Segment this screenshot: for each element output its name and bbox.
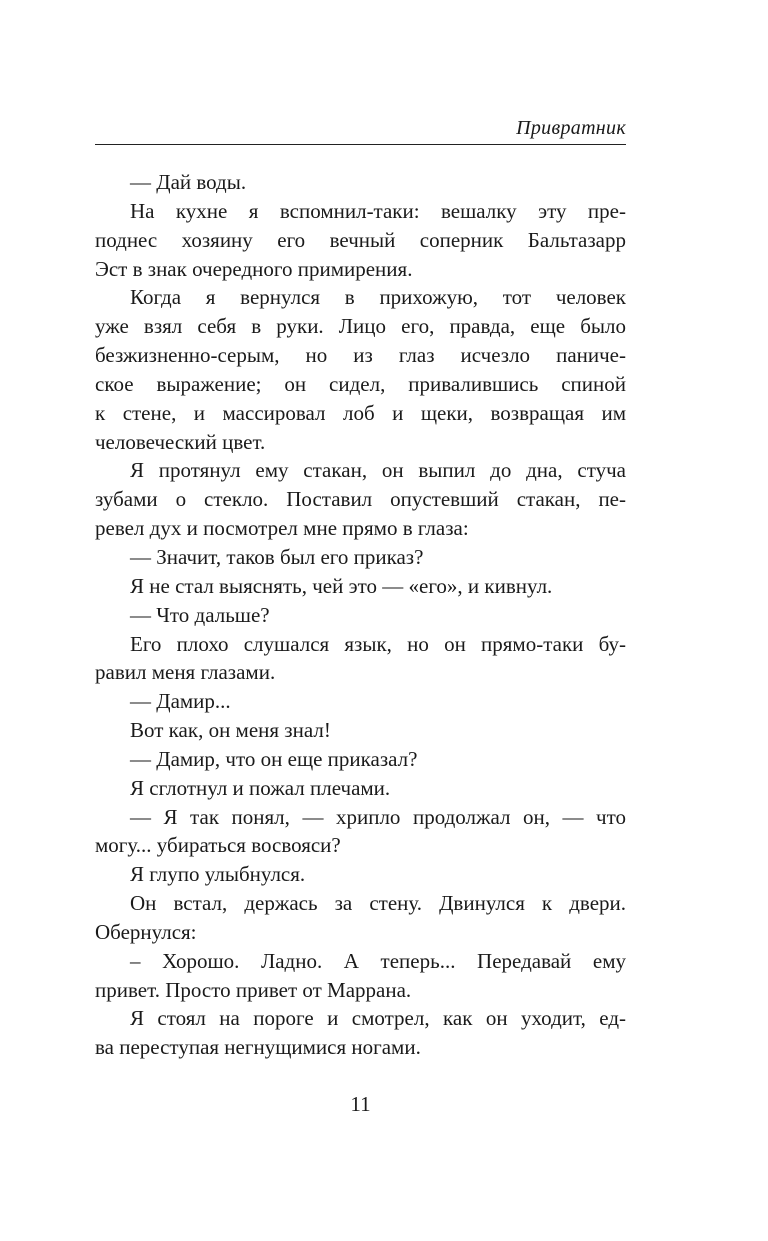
text-line: Вот как, он меня знал!	[130, 718, 331, 743]
text-line: — Дай воды.	[130, 170, 247, 194]
text-line: Я стоял на пороге и смотрел, как он уходит, ед-	[130, 1006, 626, 1031]
text-line: уже взял себя в руки. Лицо его, правда, еще было	[95, 314, 626, 339]
text-line: ва переступая негнущимися ногами.	[95, 1035, 421, 1060]
text-line: – Хорошо. Ладно. А теперь... Передавай ему	[130, 948, 626, 973]
text-line: ревел дух и посмотрел мне прямо в глаза:	[95, 516, 469, 541]
text-line: — Дамир...	[130, 689, 231, 714]
text-line: привет. Просто привет от Маррана.	[95, 977, 412, 1002]
text-line: безжизненно-серым, но из глаз исчезло паниче-	[95, 343, 626, 368]
text-line: На кухне я вспомнил-таки: вешалку эту пре-	[130, 198, 626, 223]
text-line: Когда я вернулся в прихожую, тот человек	[130, 285, 626, 310]
page-number: 11	[350, 1092, 371, 1116]
running-header-title: Привратник	[516, 117, 626, 139]
text-line: зубами о стекло. Поставил опустевший стакан, пе-	[95, 487, 626, 512]
text-line: равил меня глазами.	[95, 660, 276, 685]
text-line: — Я так понял, — хрипло продолжал он, — что	[130, 804, 626, 829]
text-line: Обернулся:	[95, 919, 197, 944]
text-line: поднес хозяину его вечный соперник Бальтазарр	[95, 227, 626, 252]
body-text	[95, 168, 626, 1062]
text-line: Я не стал выяснять, чей это — «его», и кивнул.	[130, 573, 553, 598]
text-line: к стене, и массировал лоб и щеки, возвращая им	[95, 400, 626, 425]
text-line: — Значит, таков был его приказ?	[130, 544, 424, 569]
text-line: Я глупо улыбнулся.	[130, 862, 306, 887]
text-line: — Что дальше?	[130, 602, 270, 627]
text-line: Он встал, держась за стену. Двинулся к двери.	[130, 891, 626, 916]
text-line: Эст в знак очередного примирения.	[95, 256, 413, 281]
text-line: могу... убираться восвояси?	[95, 833, 341, 858]
text-line: Я сглотнул и пожал плечами.	[130, 775, 391, 800]
text-line: Его плохо слушался язык, но он прямо-таки бу-	[130, 631, 626, 656]
text-line: человеческий цвет.	[95, 429, 266, 454]
header-rule	[95, 144, 626, 145]
text-line: ское выражение; он сидел, привалившись спиной	[95, 371, 626, 396]
text-line: Я протянул ему стакан, он выпил до дна, стуча	[130, 458, 626, 483]
text-line: — Дамир, что он еще приказал?	[130, 746, 418, 771]
